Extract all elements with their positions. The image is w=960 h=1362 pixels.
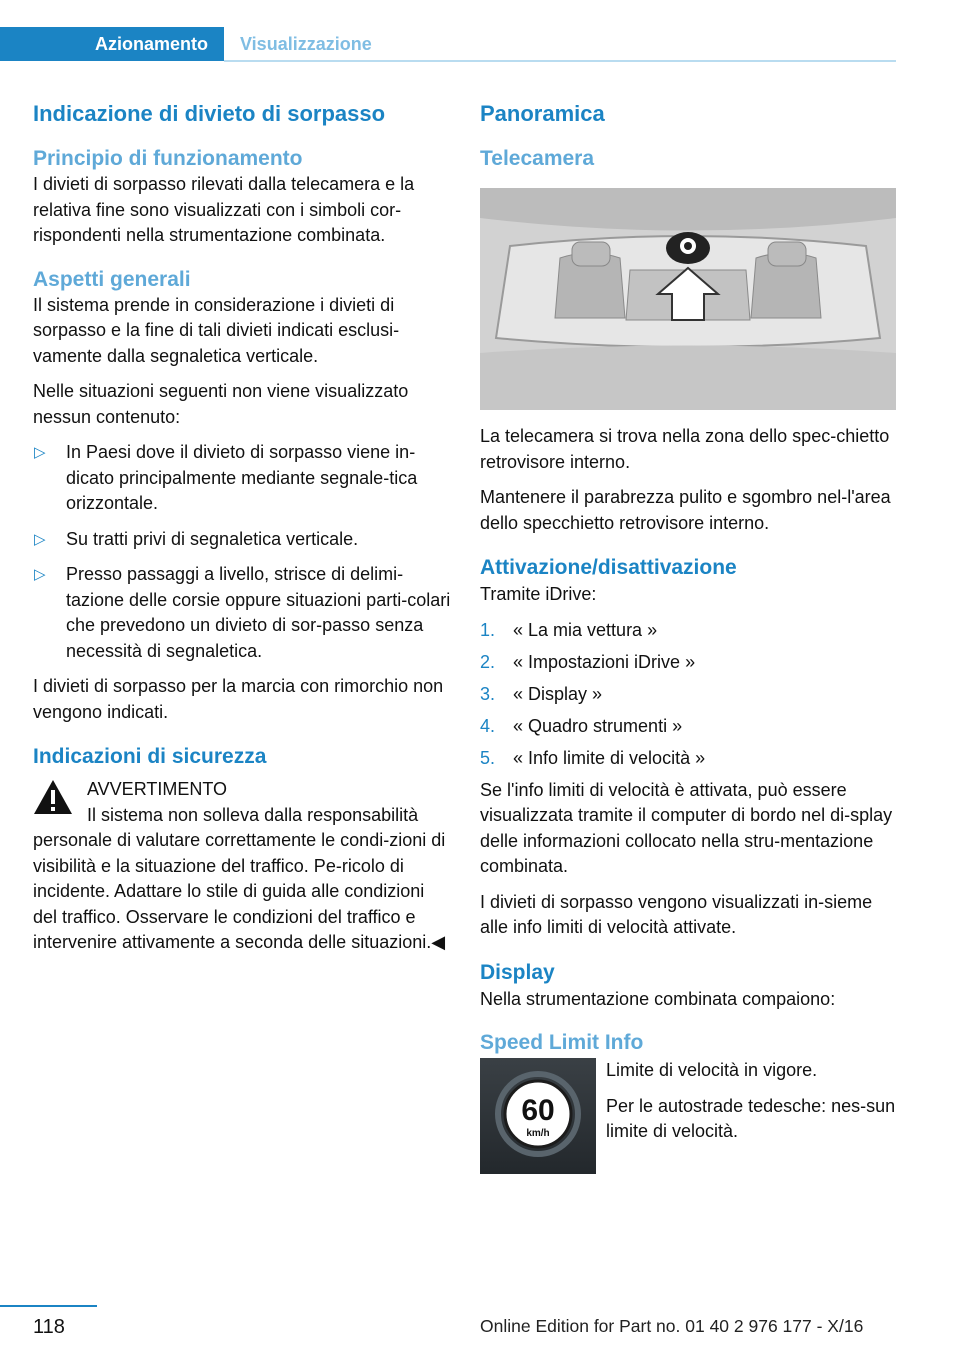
warning-triangle-icon: [33, 779, 73, 815]
speed-limit-image: [480, 1058, 596, 1174]
camera-text-2: Mantenere il parabrezza pulito e sgombro nel-l'area dello specchietto retrovisore interno.: [480, 487, 891, 533]
step-item: [480, 618, 896, 644]
list-item-text: Su tratti privi di segnaletica verticale.: [66, 528, 359, 549]
tab-azionamento-label: Azionamento: [94, 33, 208, 54]
activation-steps: [480, 618, 896, 772]
list-item-text: Presso passaggi a livello, strisce di delimi-tazione delle corsie oppure situazioni parti-colari che prevedono un divieto di sor-passo senza necessità di segnaletica.: [66, 564, 451, 661]
sli-text-2: Per le autostrade tedesche: nes-sun limite di velocità.: [606, 1095, 896, 1141]
left-column: [33, 100, 451, 956]
triangle-bullet-icon: ▷: [34, 444, 46, 461]
step-item: [480, 650, 896, 676]
speed-limit-info: [480, 1058, 896, 1176]
triangle-bullet-icon: ▷: [34, 566, 46, 583]
trailer-text: I divieti di sorpasso per la marcia con rimorchio non vengono indicati.: [33, 676, 444, 722]
step-text: « Impostazioni iDrive »: [513, 651, 696, 672]
step-number: 4.: [480, 715, 496, 736]
step-number: 3.: [480, 683, 496, 704]
header-rule: [224, 60, 896, 62]
camera-heading: Telecamera: [480, 147, 595, 170]
sign-unit: km/h: [526, 1128, 550, 1139]
step-number: 5.: [480, 747, 496, 768]
step-number: 1.: [480, 619, 496, 640]
step-text: « Display »: [513, 683, 603, 704]
camera-illustration: [480, 188, 896, 410]
sli-heading: Speed Limit Info: [480, 1031, 644, 1054]
principle-heading: Principio di funzionamento: [33, 147, 303, 170]
tab-visualizzazione[interactable]: [240, 27, 372, 61]
list-item: [33, 562, 451, 664]
edition-footer: Online Edition for Part no. 01 40 2 976 177 - X/16: [480, 1316, 864, 1336]
camera-text-1: La telecamera si trova nella zona dello spec-chietto retrovisore interno.: [480, 426, 890, 472]
situations-list: [33, 440, 451, 664]
display-heading: Display: [480, 960, 555, 984]
triangle-bullet-icon: ▷: [34, 530, 46, 548]
sli-text-1: Limite di velocità in vigore.: [606, 1060, 818, 1080]
tab-azionamento[interactable]: [0, 27, 224, 61]
general-heading: Aspetti generali: [33, 267, 191, 291]
safety-heading: Indicazioni di sicurezza: [33, 745, 267, 768]
activation-text-2: I divieti di sorpasso vengono visualizzati in-sieme alle info limiti di velocità attivate.: [480, 891, 873, 937]
list-item: [33, 440, 451, 517]
sli-description: [606, 1058, 896, 1145]
overview-heading: Panoramica: [480, 101, 605, 126]
step-text: « La mia vettura »: [513, 619, 658, 640]
speed-limit-sign-icon: [480, 1058, 596, 1174]
list-item: [33, 527, 451, 553]
tab-visualizzazione-label: Visualizzazione: [240, 33, 372, 54]
general-text-2: Nelle situazioni seguenti non viene visualizzato nessun contenuto:: [33, 381, 409, 427]
warning-block: [33, 777, 451, 956]
right-column: [480, 100, 896, 1176]
step-item: [480, 746, 896, 772]
activation-intro: Tramite iDrive:: [480, 584, 597, 604]
section-title: Indicazione di divieto di sorpasso: [33, 101, 386, 126]
step-item: [480, 682, 896, 708]
step-text: « Info limite di velocità »: [513, 747, 706, 768]
page-number: 118: [33, 1316, 65, 1338]
page-number-rule: [0, 1305, 97, 1307]
activation-text-1: Se l'info limiti di velocità è attivata, può essere visualizzata tramite il computer di bordo nel di-splay delle informazioni collocato nella stru-mentazione combinata.: [480, 779, 893, 876]
sign-value: 60: [521, 1094, 555, 1127]
warning-text-first: Il sistema non solleva dalla responsabilità: [87, 804, 419, 825]
camera-photo: [480, 188, 896, 410]
step-number: 2.: [480, 651, 496, 672]
step-item: [480, 714, 896, 740]
principle-text: I divieti di sorpasso rilevati dalla telecamera e la relativa fine sono visualizzati con i simboli cor-rispondenti nella strumentazione combinata.: [33, 174, 415, 245]
activation-heading: Attivazione/disattivazione: [480, 556, 737, 579]
step-text: « Quadro strumenti »: [513, 715, 683, 736]
warning-text: personale di valutare correttamente le condi-zioni di visibilità e la situazione del traffico. Pe-ricolo di incidente. Adattare lo stile di guida alle condizioni del traffico. Osservare le condizioni del traffico e intervenire attivamente a seconda delle situazioni.◀: [33, 830, 446, 952]
list-item-text: In Paesi dove il divieto di sorpasso viene in-dicato principalmente mediante segnale-tica orizzontale.: [66, 442, 418, 513]
warning-title: AVVERTIMENTO: [87, 779, 228, 799]
display-text: Nella strumentazione combinata compaiono:: [480, 988, 836, 1009]
general-text-1: Il sistema prende in considerazione i divieti di sorpasso e la fine di tali divieti indicati esclusi-vamente dalla segnaletica verticale.: [33, 294, 400, 366]
